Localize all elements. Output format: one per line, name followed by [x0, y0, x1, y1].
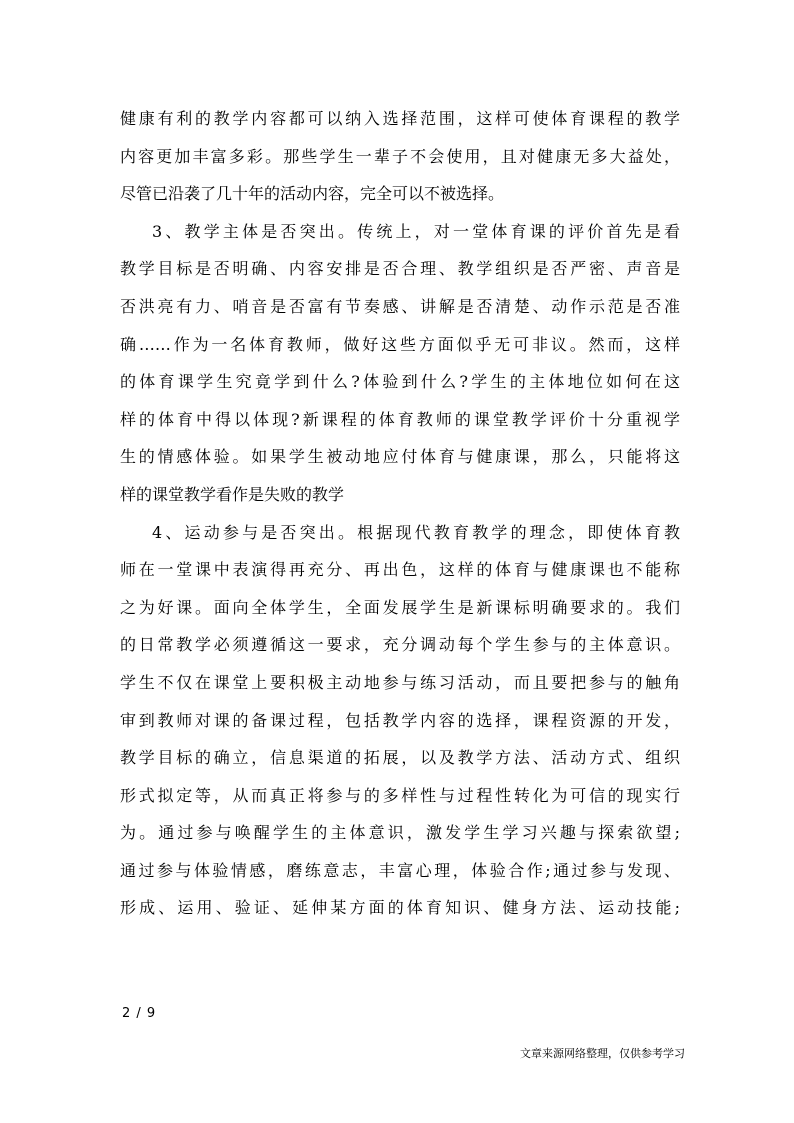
paragraph-start-line: 4、运动参与是否突出。根据现代教育教学的理念，即使体育教	[152, 522, 680, 542]
text-line: 为。通过参与唤醒学生的主体意识，激发学生学习兴趣与探索欲望;	[120, 823, 680, 843]
text-line: 教学目标的确立，信息渠道的拓展，以及教学方法、活动方式、组织	[120, 748, 680, 768]
text-line: 确……作为一名体育教师，做好这些方面似乎无可非议。然而，这样	[120, 334, 680, 354]
text-line: 形成、运用、验证、延伸某方面的体育知识、健身方法、运动技能;	[120, 898, 680, 918]
paragraph-start-line: 3、教学主体是否突出。传统上，对一堂体育课的评价首先是看	[152, 221, 680, 241]
text-line: 健康有利的教学内容都可以纳入选择范围，这样可使体育课程的教学	[120, 109, 680, 128]
text-line: 形式拟定等，从而真正将参与的多样性与过程性转化为可信的现实行	[120, 785, 680, 805]
text-line: 师在一堂课中表演得再充分、再出色，这样的体育与健康课也不能称	[120, 560, 680, 580]
page-number: 2 / 9	[122, 1006, 157, 1021]
text-line: 生的情感体验。如果学生被动地应付体育与健康课，那么，只能将这	[120, 447, 680, 467]
text-line: 的日常教学必须遵循这一要求，充分调动每个学生参与的主体意识。	[120, 635, 680, 655]
text-line: 学生不仅在课堂上要积极主动地参与练习活动，而且要把参与的触角	[120, 672, 680, 692]
body-text	[120, 100, 680, 927]
footer-note: 文章来源网络整理，仅供参考学习	[520, 1047, 685, 1060]
text-line: 之为好课。面向全体学生，全面发展学生是新课标明确要求的。我们	[120, 597, 680, 617]
text-line: 内容更加丰富多彩。那些学生一辈子不会使用，且对健康无多大益处，	[120, 146, 680, 166]
text-line: 通过参与体验情感，磨练意志，丰富心理，体验合作;通过参与发现、	[120, 860, 680, 880]
text-line: 尽管已沿袭了几十年的活动内容，完全可以不被选择。	[120, 184, 505, 204]
text-line: 样的课堂教学看作是失败的教学	[120, 484, 345, 504]
text-line: 的体育课学生究竟学到什么?体验到什么?学生的主体地位如何在这	[120, 372, 680, 392]
text-line: 教学目标是否明确、内容安排是否合理、教学组织是否严密、声音是	[120, 259, 680, 279]
text-line: 样的体育中得以体现?新课程的体育教师的课堂教学评价十分重视学	[120, 409, 680, 429]
text-line: 否洪亮有力、哨音是否富有节奏感、讲解是否清楚、动作示范是否准	[120, 296, 680, 316]
text-line: 审到教师对课的备课过程，包括教学内容的选择，课程资源的开发，	[120, 710, 680, 730]
